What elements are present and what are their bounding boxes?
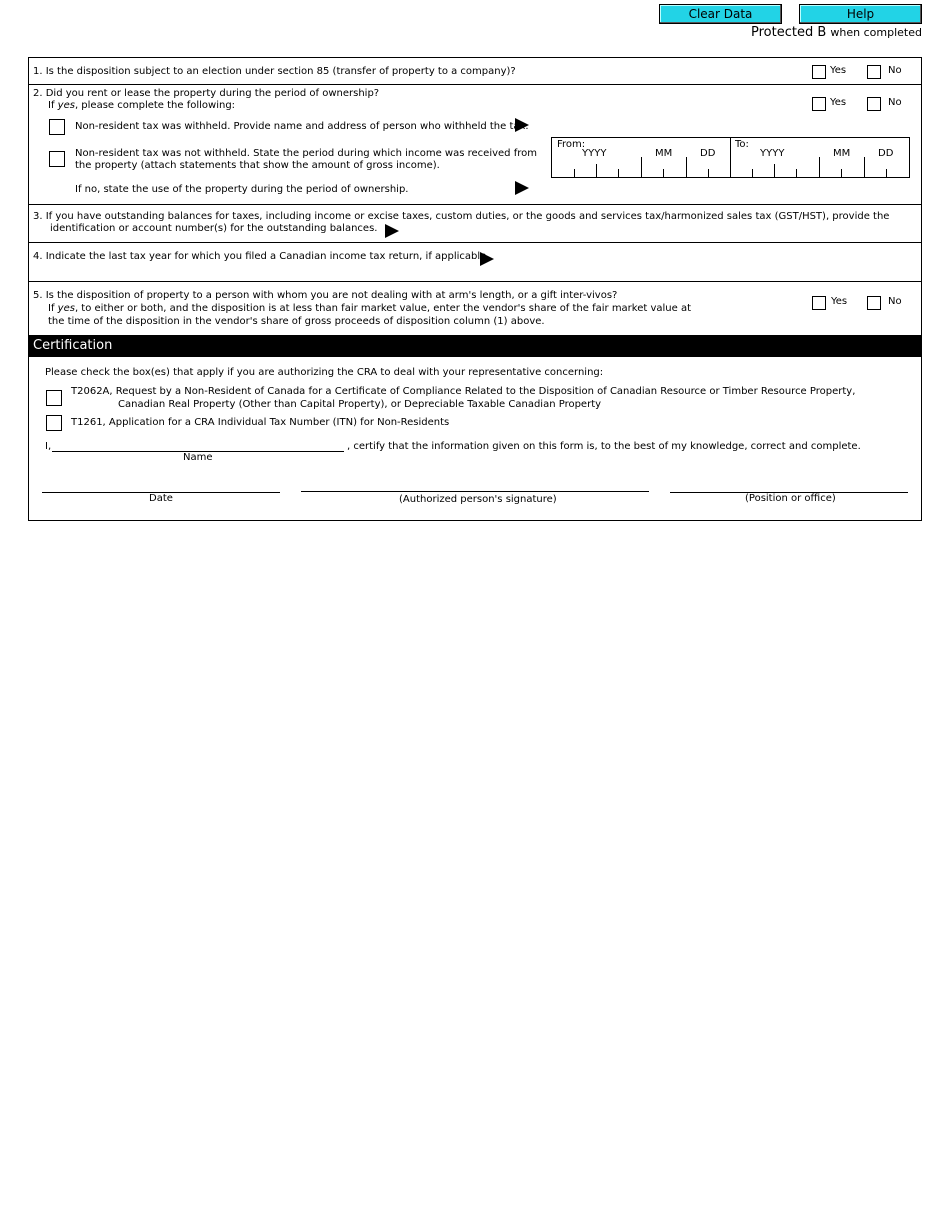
period-date-box[interactable] <box>551 137 910 178</box>
q1-yes-checkbox[interactable] <box>812 65 826 79</box>
tick <box>841 169 842 177</box>
q1-no-label: No <box>888 65 902 76</box>
tick <box>686 157 687 177</box>
arrow-right-icon <box>480 252 494 266</box>
question-5-text-2 <box>48 303 691 315</box>
arrow-right-icon <box>385 224 399 238</box>
q5-no-label: No <box>888 296 902 307</box>
protected-b-label <box>751 25 922 40</box>
tick <box>618 169 619 177</box>
q5-yes-label: Yes <box>831 296 848 307</box>
to-yyyy: YYYY <box>760 148 785 159</box>
tick <box>641 157 642 177</box>
question-3-text-2: identification or account number(s) for the outstanding balances. <box>50 223 378 234</box>
q5-if: If <box>48 303 58 314</box>
to-mm: MM <box>833 148 851 159</box>
to-dd: DD <box>878 148 894 159</box>
q5-yes-checkbox[interactable] <box>812 296 826 310</box>
t2062a-checkbox[interactable] <box>46 390 62 406</box>
t2062a-label-2: Canadian Real Property (Other than Capital Property), or Depreciable Taxable Canadian Property <box>118 399 602 410</box>
tick <box>864 157 865 177</box>
tick <box>796 169 797 177</box>
question-2-text: 2. Did you rent or lease the property during the period of ownership? <box>33 88 380 99</box>
tax-withheld-label: Non-resident tax was withheld. Provide name and address of person who withheld the tax. <box>75 121 529 132</box>
tick <box>819 157 820 177</box>
tax-not-withheld-label-2: the property (attach statements that show the amount of gross income). <box>75 160 440 171</box>
protected-small: when completed <box>830 26 922 39</box>
q2-yes-italic: yes <box>57 100 75 111</box>
to-label: To: <box>735 139 749 150</box>
arrow-right-icon <box>515 118 529 132</box>
cert-instruction: Please check the box(es) that apply if you are authorizing the CRA to deal with your representative concerning: <box>45 367 604 378</box>
q2-no-label: No <box>888 97 902 108</box>
question-1-text: 1. Is the disposition subject to an election under section 85 (transfer of property to a company)? <box>33 66 516 77</box>
question-2-row <box>29 85 921 205</box>
question-4-row <box>29 243 921 282</box>
tax-not-withheld-checkbox[interactable] <box>49 151 65 167</box>
name-label: Name <box>183 452 213 463</box>
arrow-right-icon <box>515 181 529 195</box>
position-label: (Position or office) <box>745 493 836 504</box>
from-dd: DD <box>700 148 716 159</box>
question-5-text-1: 5. Is the disposition of property to a person with whom you are not dealing with at arm's length, or a gift inter-vivos? <box>33 290 618 301</box>
tick <box>663 169 664 177</box>
date-divider <box>730 137 731 177</box>
t1261-label: T1261, Application for a CRA Individual Tax Number (ITN) for Non-Residents <box>71 417 450 428</box>
q2-yes-label: Yes <box>830 97 847 108</box>
question-3-row <box>29 205 921 243</box>
date-label: Date <box>149 493 173 504</box>
q5-no-checkbox[interactable] <box>867 296 881 310</box>
q5-suffix: , to either or both, and the disposition is at less than fair market value, enter the vendor's share of the fair market value at <box>74 303 692 314</box>
tick <box>886 169 887 177</box>
q2-if: If <box>48 100 58 111</box>
if-no-label: If no, state the use of the property during the period of ownership. <box>75 184 409 195</box>
q2-no-checkbox[interactable] <box>867 97 881 111</box>
signature-label: (Authorized person's signature) <box>399 494 557 505</box>
q1-no-checkbox[interactable] <box>867 65 881 79</box>
tax-withheld-checkbox[interactable] <box>49 119 65 135</box>
t1261-checkbox[interactable] <box>46 415 62 431</box>
q5-yes-italic: yes <box>57 303 75 314</box>
question-1-row <box>29 58 921 85</box>
tick <box>574 169 575 177</box>
question-2-subtext <box>48 100 235 112</box>
tick <box>596 164 597 177</box>
tick <box>752 169 753 177</box>
signature-input-line[interactable] <box>301 491 649 492</box>
tick <box>708 169 709 177</box>
t2062a-label-1: T2062A, Request by a Non-Resident of Canada for a Certificate of Compliance Related to the Disposition of Canadian Resource or Timber Resource Property, <box>71 386 856 397</box>
from-label: From: <box>557 139 586 150</box>
tax-not-withheld-label-1: Non-resident tax was not withheld. State the period during which income was received from <box>75 148 537 159</box>
i-label: I, <box>45 441 52 452</box>
question-3-text-1: 3. If you have outstanding balances for taxes, including income or excise taxes, custom duties, or the goods and services tax/harmonized sales tax (GST/HST), provide the <box>33 211 890 222</box>
certification-heading: Certification <box>29 335 921 357</box>
protected-main: Protected B <box>751 25 827 40</box>
question-5-row <box>29 282 921 335</box>
q1-yes-label: Yes <box>830 65 847 76</box>
form-frame <box>28 57 922 521</box>
from-mm: MM <box>655 148 673 159</box>
question-4-text: 4. Indicate the last tax year for which you filed a Canadian income tax return, if applicable. <box>33 251 490 262</box>
q2-yes-checkbox[interactable] <box>812 97 826 111</box>
from-yyyy: YYYY <box>582 148 607 159</box>
certify-text: , certify that the information given on this form is, to the best of my knowledge, correct and complete. <box>347 441 861 452</box>
q2-suffix: , please complete the following: <box>74 100 236 111</box>
tick <box>774 164 775 177</box>
clear-data-button[interactable]: Clear Data <box>659 4 782 24</box>
question-5-text-3: the time of the disposition in the vendor's share of gross proceeds of disposition column (1) above. <box>48 316 545 327</box>
help-button[interactable]: Help <box>799 4 922 24</box>
